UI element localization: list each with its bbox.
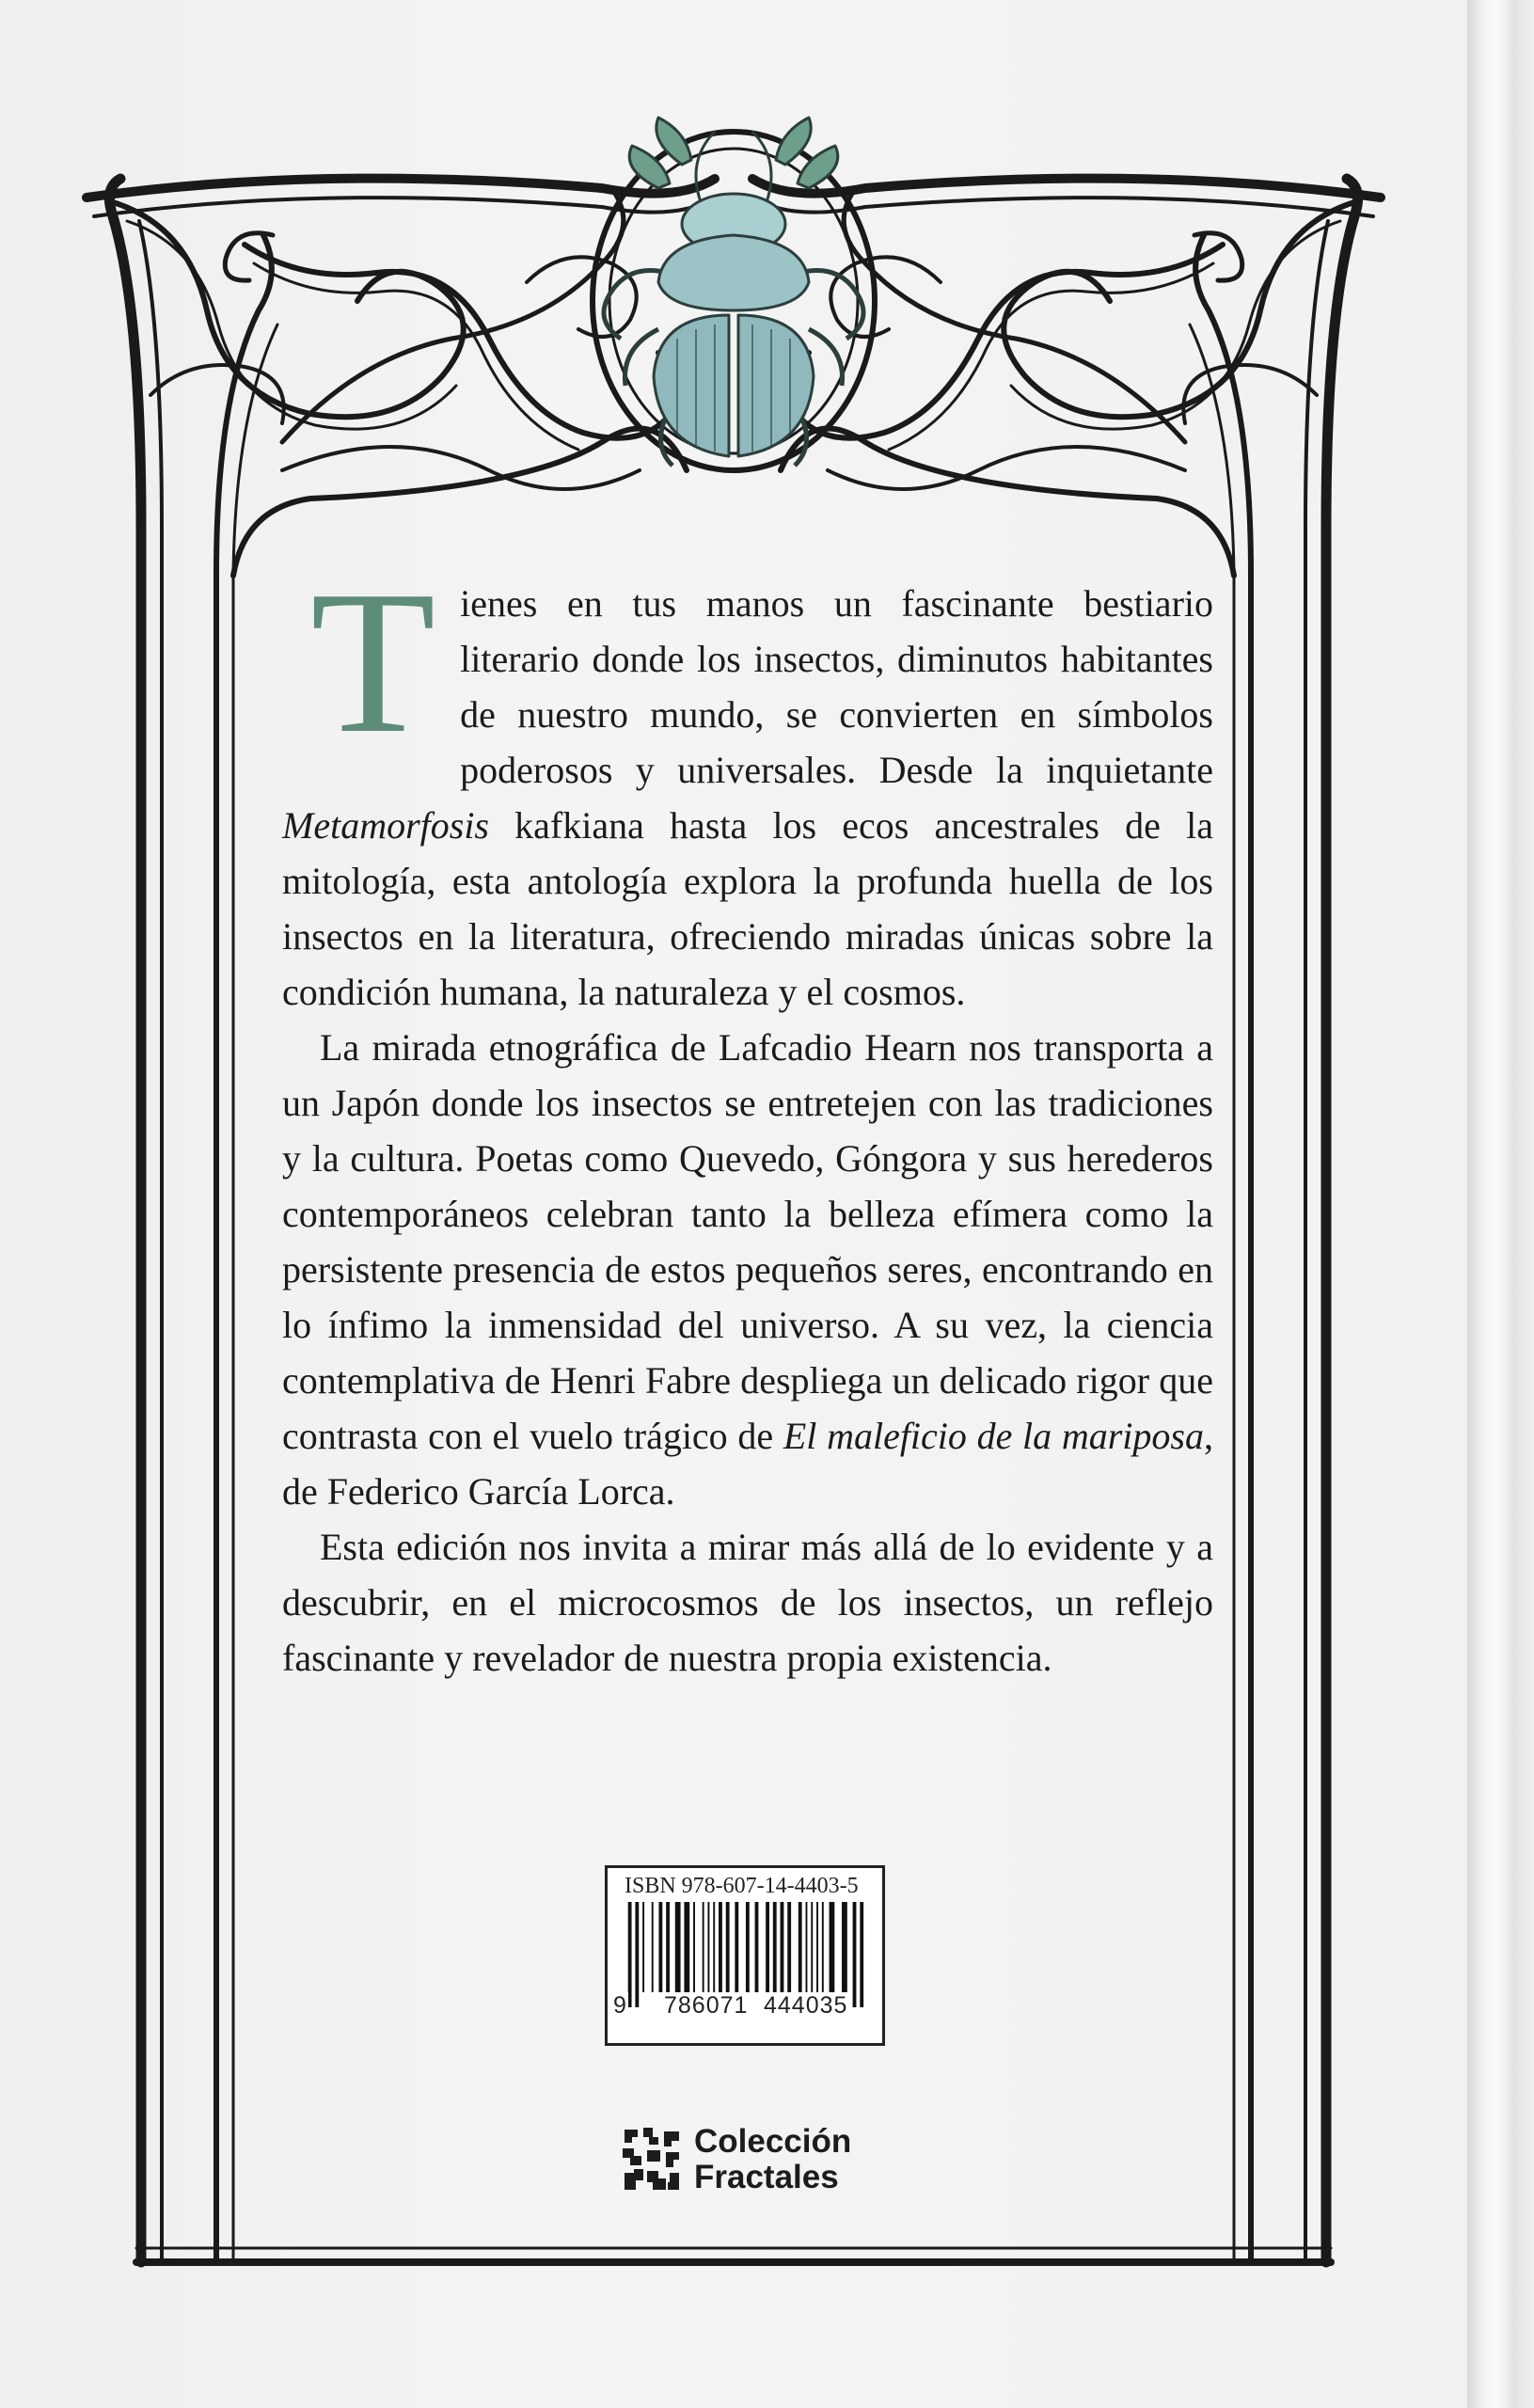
barcode-bar: [773, 1902, 777, 1992]
barcode-bar: [628, 1902, 632, 2007]
barcode-bar: [816, 1902, 818, 1992]
barcode-bar: [830, 1902, 835, 1992]
paragraph-3: Esta edición nos invita a mirar más allá de lo evidente y a descubrir, en el microcosmos de los insectos, un reflejo fascinante y revelador de nuestra propia existencia.: [282, 1526, 1213, 1679]
barcode-bar: [726, 1902, 730, 1992]
barcode-bar: [707, 1902, 709, 1992]
paragraph-1-end: kafkiana hasta los ecos ancestrales de la mitología, esta antología explora la profunda huella de los insectos en la literatura, ofreciendo miradas únicas sobre la condición humana, la naturaleza y el cosmos.: [282, 804, 1213, 1013]
paragraph-2: [282, 1020, 1213, 1519]
barcode-bar: [642, 1902, 644, 1992]
paragraph-2-start: La mirada etnográfica de Lafcadio Hearn nos transporta a un Japón donde los insectos se entretejen con las tradiciones y la cultura. Poetas como Quevedo, Góngora y sus herederos contemporáneos celebran tanto la belleza efímera como la persistente presencia de estos pequeños seres, encontrando en lo ínfimo la inmensidad del universo. A su vez, la ciencia contemplativa de Henri Fabre despliega un delicado rigor que contrasta con el vuelo trágico de: [282, 1026, 1213, 1457]
barcode-bar: [755, 1902, 759, 1992]
barcode-bar: [766, 1902, 769, 1992]
drop-cap: T: [310, 549, 436, 776]
barcode-bar: [781, 1902, 784, 1992]
publisher-name: [694, 2124, 851, 2195]
paragraph-1: [282, 549, 1213, 1020]
isbn-barcode: [605, 1865, 885, 2046]
barcode-bar: [658, 1902, 662, 1992]
publisher-logo: [621, 2124, 903, 2199]
barcode-bar: [853, 1902, 857, 2007]
barcode-bar: [787, 1902, 791, 1992]
barcode-bar: [822, 1902, 824, 1992]
barcode-bar: [842, 1902, 847, 1992]
barcode-digits-left: 786071: [664, 1992, 749, 2019]
barcode-bar: [713, 1902, 715, 1992]
barcode-bar: [684, 1902, 689, 1992]
publisher-line-2: Fractales: [694, 2159, 839, 2195]
barcode-bar: [666, 1902, 670, 1992]
barcode-bar: [735, 1902, 738, 1992]
barcode-bar: [693, 1902, 695, 1992]
barcode-bar: [811, 1902, 813, 1992]
book-spine-edge: [1467, 0, 1534, 2408]
fractal-grid-icon: [621, 2126, 683, 2194]
paragraph-1-start: ienes en tus manos un fascinante bestiario literario donde los insectos, diminutos habitantes de nuestro mundo, se convierten en símbolos poderosos y universales. Desde la inquietante: [460, 582, 1213, 791]
back-cover-synopsis: [282, 549, 1213, 1686]
barcode-bar: [746, 1902, 750, 1992]
publisher-line-1: Colección: [694, 2123, 852, 2160]
barcode-bar: [860, 1902, 863, 2007]
paragraph-2-end: , de Federico García Lorca.: [282, 1415, 1213, 1513]
book-title-metamorfosis: Metamorfosis: [282, 804, 489, 847]
book-title-maleficio: El maleficio de la mariposa: [783, 1415, 1204, 1457]
isbn-label: ISBN 978-607-14-4403-5: [625, 1874, 859, 1898]
barcode-bar: [799, 1902, 802, 1992]
barcode-bar: [652, 1902, 654, 1992]
barcode-digits-right: 444035: [764, 1992, 848, 2019]
scarab-beetle-icon: [604, 118, 863, 466]
barcode-digit-first: 9: [613, 1992, 626, 2019]
barcode-bar: [703, 1902, 704, 1992]
barcode-bar: [635, 1902, 639, 2007]
barcode-bar: [675, 1902, 681, 1992]
barcode-bar: [719, 1902, 722, 1992]
barcode-bar: [806, 1902, 808, 1992]
